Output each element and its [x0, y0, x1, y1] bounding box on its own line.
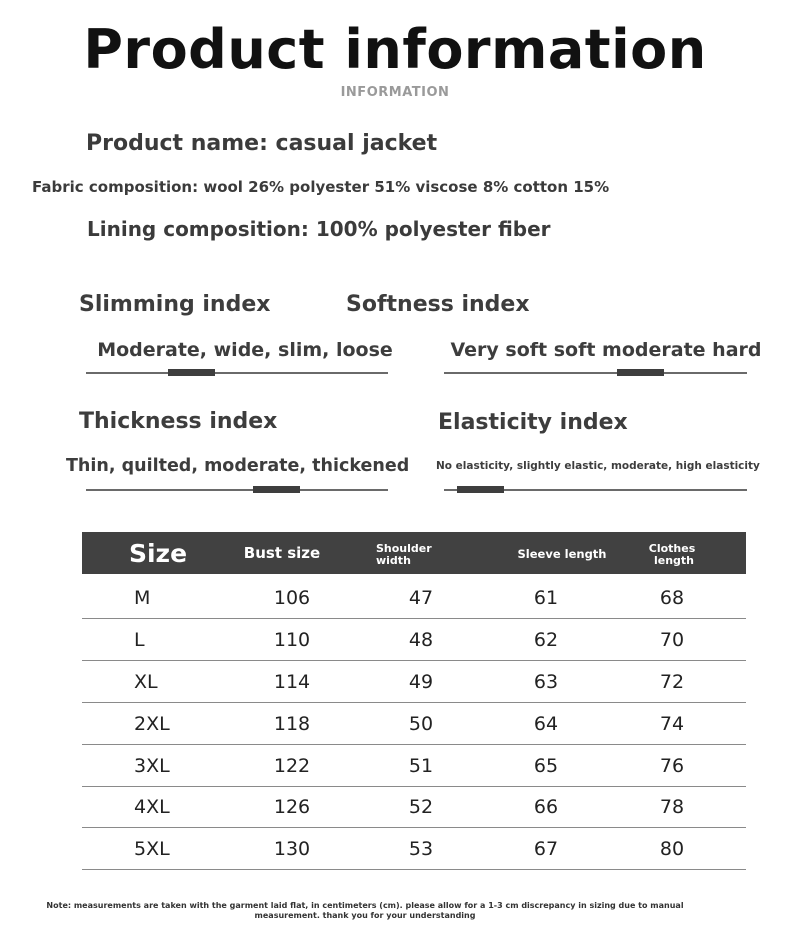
cell-shoulder: 49	[408, 671, 434, 693]
softness-index-marker	[617, 369, 664, 376]
cell-shoulder: 47	[408, 587, 434, 609]
slimming-index-scale: Moderate, wide, slim, loose	[97, 339, 393, 361]
cell-bust: 106	[273, 587, 311, 609]
cell-bust: 122	[273, 755, 311, 777]
cell-bust: 110	[273, 629, 311, 651]
softness-index-scale: Very soft soft moderate hard	[450, 339, 762, 361]
table-row	[82, 785, 746, 828]
product-name: Product name: casual jacket	[86, 131, 438, 156]
cell-sleeve: 61	[533, 587, 559, 609]
cell-sleeve: 62	[533, 629, 559, 651]
table-row	[82, 744, 746, 787]
elasticity-index-title: Elasticity index	[438, 410, 628, 435]
slimming-index-track	[86, 372, 388, 374]
cell-bust: 130	[273, 838, 311, 860]
table-row	[82, 827, 746, 870]
header-shoulder-line1: Shoulder	[376, 542, 432, 555]
cell-length: 76	[659, 755, 685, 777]
page-title: Product information	[83, 18, 707, 81]
cell-sleeve: 64	[533, 713, 559, 735]
page-subtitle: INFORMATION	[340, 85, 450, 100]
thickness-index-scale: Thin, quilted, moderate, thickened	[66, 456, 410, 476]
thickness-index-marker	[253, 486, 300, 493]
table-row	[82, 576, 746, 619]
cell-size: 5XL	[134, 838, 170, 860]
elasticity-index-scale: No elasticity, slightly elastic, moderate, high elasticity	[436, 460, 760, 472]
cell-shoulder: 51	[408, 755, 434, 777]
cell-shoulder: 52	[408, 796, 434, 818]
cell-length: 80	[659, 838, 685, 860]
cell-size: 3XL	[134, 755, 170, 777]
cell-sleeve: 63	[533, 671, 559, 693]
softness-index-title: Softness index	[346, 292, 530, 317]
cell-size: XL	[134, 671, 158, 693]
lining-composition: Lining composition: 100% polyester fiber	[87, 217, 551, 241]
softness-index-track	[444, 372, 747, 374]
cell-shoulder: 48	[408, 629, 434, 651]
table-row	[82, 618, 746, 661]
table-row	[82, 702, 746, 745]
cell-length: 78	[659, 796, 685, 818]
header-clothes-line1: Clothes	[648, 542, 696, 555]
cell-sleeve: 67	[533, 838, 559, 860]
table-row	[82, 660, 746, 703]
thickness-index-title: Thickness index	[79, 409, 278, 434]
thickness-index-track	[86, 489, 388, 491]
elasticity-index-marker	[457, 486, 504, 493]
header-clothes-line2: length	[653, 553, 695, 567]
cell-bust: 114	[273, 671, 311, 693]
header-sleeve-length: Sleeve length	[517, 547, 607, 561]
cell-length: 72	[659, 671, 685, 693]
cell-size: 4XL	[134, 796, 170, 818]
header-shoulder-width	[376, 543, 476, 566]
fabric-composition: Fabric composition: wool 26% polyester 51% viscose 8% cotton 15%	[32, 178, 610, 196]
header-bust-size: Bust size	[243, 544, 321, 562]
cell-length: 70	[659, 629, 685, 651]
cell-size: 2XL	[134, 713, 170, 735]
slimming-index-marker	[168, 369, 215, 376]
cell-length: 74	[659, 713, 685, 735]
cell-shoulder: 53	[408, 838, 434, 860]
cell-bust: 126	[273, 796, 311, 818]
cell-sleeve: 65	[533, 755, 559, 777]
cell-size: L	[134, 629, 145, 651]
header-shoulder-line2: width	[376, 553, 411, 567]
header-size: Size	[128, 539, 188, 568]
measurement-note	[40, 901, 690, 920]
cell-bust: 118	[273, 713, 311, 735]
slimming-index-title: Slimming index	[79, 292, 271, 317]
cell-size: M	[134, 587, 151, 609]
header-clothes-length	[622, 543, 722, 566]
cell-length: 68	[659, 587, 685, 609]
note-line1: Note: measurements are taken with the garment laid flat, in centimeters (cm). please allow for a 1-3 cm discrepancy in sizing due to manual	[46, 901, 684, 910]
size-table-header	[82, 532, 746, 574]
cell-sleeve: 66	[533, 796, 559, 818]
note-line2: measurement. thank you for your understanding	[254, 910, 476, 920]
cell-shoulder: 50	[408, 713, 434, 735]
